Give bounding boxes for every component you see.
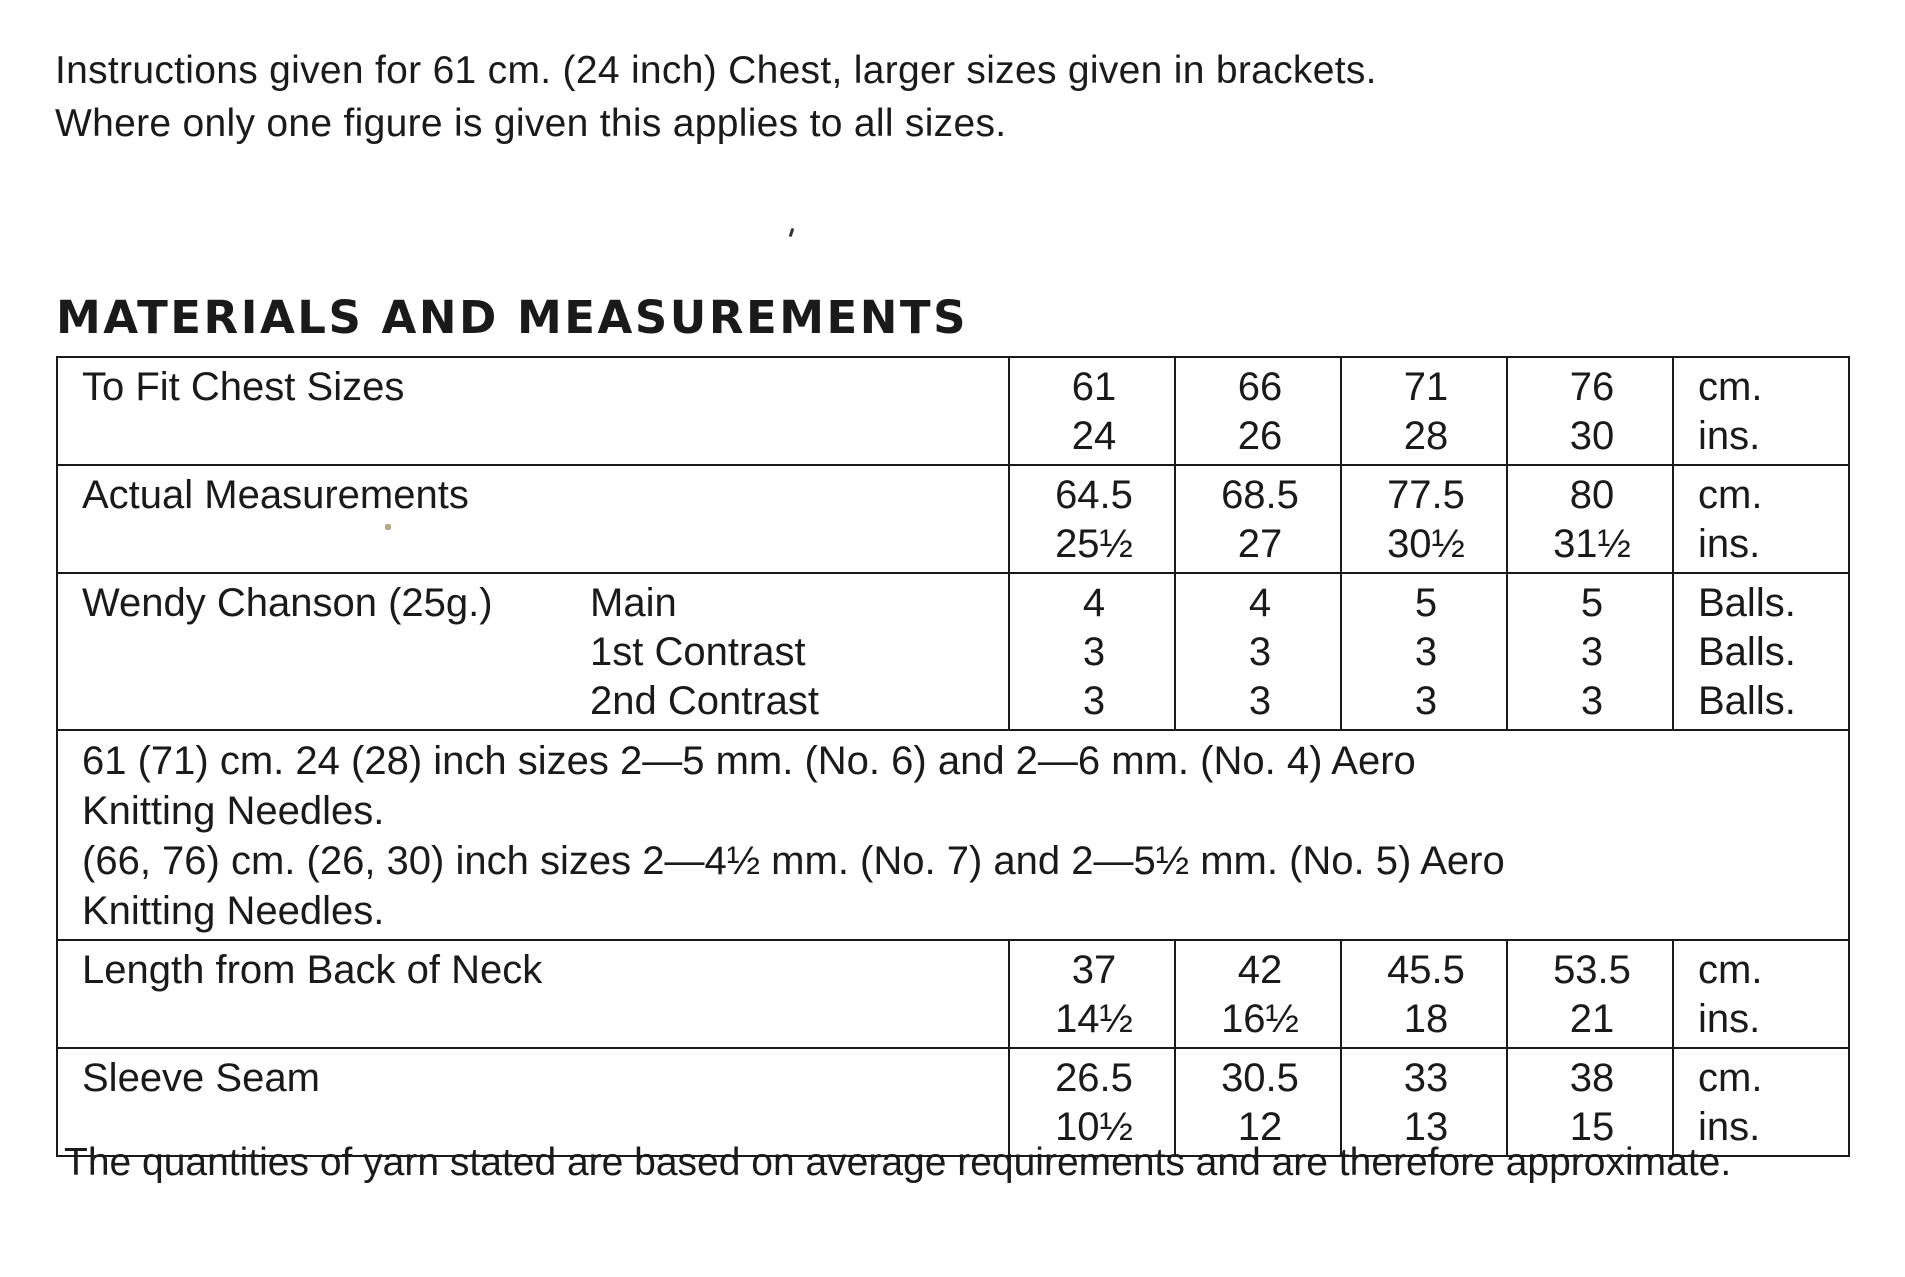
size-cell: 4 3 3 <box>1009 573 1175 730</box>
unit-cell: cm. ins. <box>1673 1048 1849 1156</box>
row-label: To Fit Chest Sizes <box>57 357 1009 465</box>
unit-cell: Balls. Balls. Balls. <box>1673 573 1849 730</box>
unit-cell: cm. ins. <box>1673 940 1849 1048</box>
needles-line: Knitting Needles. <box>82 889 385 933</box>
table-row-chest <box>57 357 1849 465</box>
needles-line: 61 (71) cm. 24 (28) inch sizes 2—5 mm. (No. 6) and 2—6 mm. (No. 4) Aero <box>82 739 1416 783</box>
intro-line-1: Instructions given for 61 cm. (24 inch) Chest, larger sizes given in brackets. <box>55 49 1377 92</box>
row-label: Length from Back of Neck <box>57 940 1009 1048</box>
size-cell: 77.5 30½ <box>1341 465 1507 573</box>
intro-line-2: Where only one figure is given this applies to all sizes. <box>55 102 1007 145</box>
yarn-shade: Main <box>590 581 677 625</box>
yarn-name: Wendy Chanson (25g.) <box>82 581 493 625</box>
size-cell: 68.5 27 <box>1175 465 1341 573</box>
size-cell: 76 30 <box>1507 357 1673 465</box>
size-cell: 26.5 10½ <box>1009 1048 1175 1156</box>
table-row-needles <box>57 730 1849 940</box>
size-cell: 66 26 <box>1175 357 1341 465</box>
size-cell: 71 28 <box>1341 357 1507 465</box>
table-row-actual <box>57 465 1849 573</box>
size-cell: 45.5 18 <box>1341 940 1507 1048</box>
size-cell: 37 14½ <box>1009 940 1175 1048</box>
row-label <box>57 573 1009 730</box>
size-cell: 5 3 3 <box>1341 573 1507 730</box>
yarn-shade: 2nd Contrast <box>590 679 820 723</box>
row-label: Actual Measurements <box>57 465 1009 573</box>
yarn-quantity-note: The quantities of yarn stated are based on average requirements and are therefore approximate. <box>64 1141 1732 1184</box>
table-row-length <box>57 940 1849 1048</box>
table-row-yarn <box>57 573 1849 730</box>
needles-line: Knitting Needles. <box>82 789 385 833</box>
size-cell: 30.5 12 <box>1175 1048 1341 1156</box>
size-cell: 53.5 21 <box>1507 940 1673 1048</box>
needles-cell <box>57 730 1849 940</box>
materials-table <box>56 356 1850 1157</box>
print-speck <box>789 228 795 237</box>
section-heading: MATERIALS AND MEASUREMENTS <box>56 291 969 344</box>
needles-line: (66, 76) cm. (26, 30) inch sizes 2—4½ mm. (No. 7) and 2—5½ mm. (No. 5) Aero <box>82 839 1505 883</box>
size-cell: 64.5 25½ <box>1009 465 1175 573</box>
yarn-shade: 1st Contrast <box>590 630 806 674</box>
size-cell: 38 15 <box>1507 1048 1673 1156</box>
size-cell: 4 3 3 <box>1175 573 1341 730</box>
intro-text <box>55 44 1377 150</box>
row-label: Sleeve Seam <box>57 1048 1009 1156</box>
unit-cell: cm. ins. <box>1673 465 1849 573</box>
unit-cell: cm. ins. <box>1673 357 1849 465</box>
size-cell: 80 31½ <box>1507 465 1673 573</box>
size-cell: 61 24 <box>1009 357 1175 465</box>
size-cell: 33 13 <box>1341 1048 1507 1156</box>
size-cell: 42 16½ <box>1175 940 1341 1048</box>
size-cell: 5 3 3 <box>1507 573 1673 730</box>
